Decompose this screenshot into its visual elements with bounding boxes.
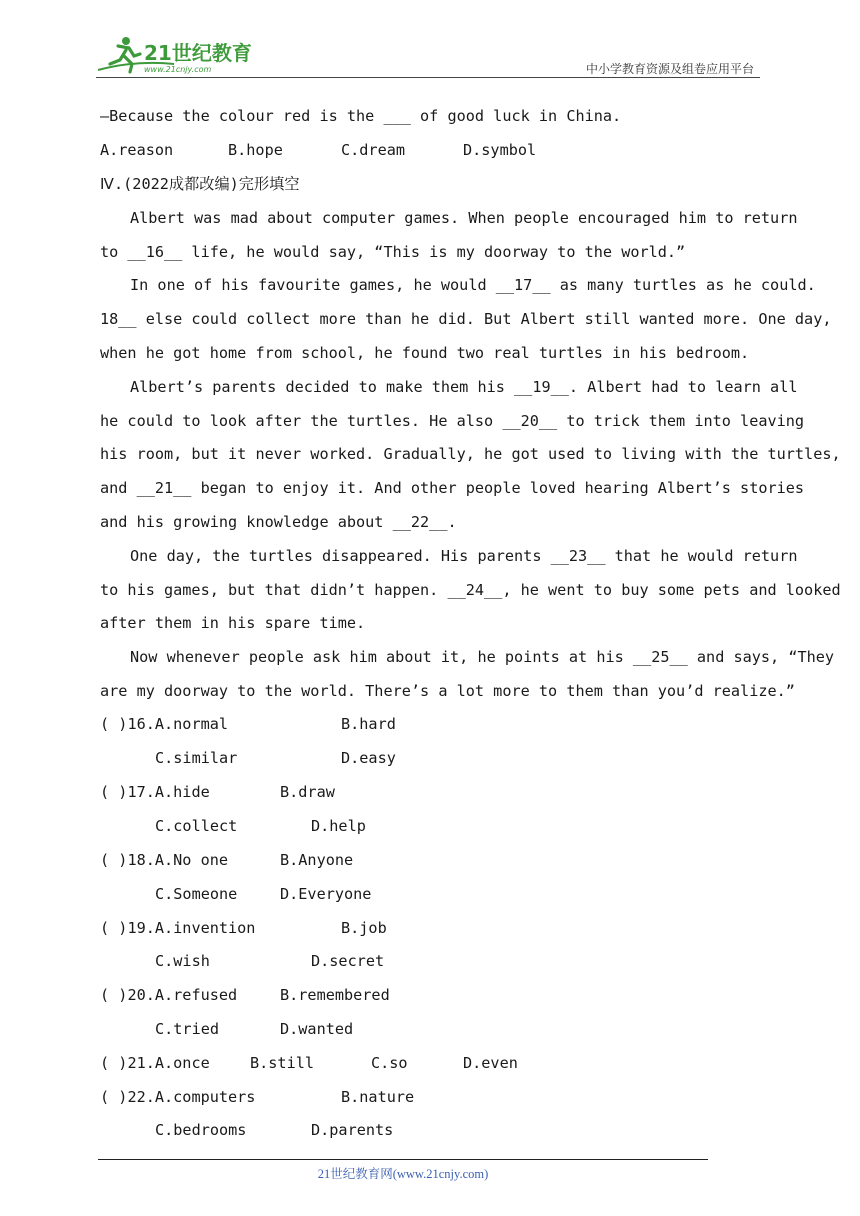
section-title: Ⅳ.(2022成都改编)完形填空 <box>100 175 300 193</box>
option-a: A.hide <box>154 783 210 801</box>
prev-option-c: C.dream <box>341 141 406 159</box>
question-18: ( )18.A.No one <box>100 851 229 869</box>
question-16: ( )16.A.normal <box>100 715 229 733</box>
option-d: D.Everyone <box>280 885 372 903</box>
question-20: ( )20.A.refused <box>100 986 238 1004</box>
passage-line: Albert was mad about computer games. When people encouraged him to return <box>130 209 798 227</box>
passage-line: to __16__ life, he would say, “This is my doorway to the world.” <box>100 243 686 261</box>
question-21: ( )21.A.once <box>100 1054 210 1072</box>
footer-divider <box>98 1159 708 1160</box>
passage-line: Albert’s parents decided to make them his __19__. Albert had to learn all <box>130 378 798 396</box>
option-b: B.Anyone <box>280 851 354 869</box>
question-17: ( )17.A.hide <box>100 783 210 801</box>
option-d: D.easy <box>341 749 396 767</box>
option-a: A.once <box>154 1054 210 1072</box>
passage-line: after them in his spare time. <box>100 614 366 632</box>
answer-bracket[interactable]: ( ) <box>100 919 128 937</box>
option-b: B.nature <box>341 1088 415 1106</box>
logo-url: www.21cnjy.com <box>144 65 212 74</box>
passage-line: One day, the turtles disappeared. His parents __23__ that he would return <box>130 547 798 565</box>
option-c: C.Someone <box>155 885 238 903</box>
answer-bracket[interactable]: ( ) <box>100 851 128 869</box>
option-a: A.computers <box>154 1088 256 1106</box>
option-a: A.refused <box>154 986 238 1004</box>
option-c: C.so <box>371 1054 408 1072</box>
passage-line: to his games, but that didn’t happen. __24__, he went to buy some pets and looked <box>100 581 841 599</box>
passage-line: In one of his favourite games, he would __17__ as many turtles as he could. <box>130 276 816 294</box>
option-a: A.No one <box>154 851 229 869</box>
answer-bracket[interactable]: ( ) <box>100 986 128 1004</box>
answer-bracket[interactable]: ( ) <box>100 1088 128 1106</box>
passage-line: are my doorway to the world. There’s a lot more to them than you’d realize.” <box>100 682 795 700</box>
option-b: B.remembered <box>280 986 390 1004</box>
logo-21cnjy <box>96 34 266 74</box>
passage-line: and __21__ began to enjoy it. And other people loved hearing Albert’s stories <box>100 479 805 497</box>
prev-option-d: D.symbol <box>463 141 537 159</box>
footer-credit: 21世纪教育网(www.21cnjy.com) <box>317 1167 489 1181</box>
option-c: C.bedrooms <box>155 1121 247 1139</box>
question-19: ( )19.A.invention <box>100 919 256 937</box>
option-d: D.parents <box>311 1121 394 1139</box>
prev-option-b: B.hope <box>228 141 283 159</box>
prev-option-a: A.reason <box>100 141 174 159</box>
prev-question-stem: —Because the colour red is the ___ of good luck in China. <box>100 107 622 125</box>
option-b: B.hard <box>341 715 396 733</box>
option-d: D.even <box>463 1054 518 1072</box>
passage-line: he could to look after the turtles. He also __20__ to trick them into leaving <box>100 412 805 430</box>
answer-bracket[interactable]: ( ) <box>100 715 128 733</box>
option-c: C.collect <box>155 817 238 835</box>
option-d: D.secret <box>311 952 385 970</box>
option-d: D.help <box>311 817 366 835</box>
option-b: B.draw <box>280 783 335 801</box>
passage-line: 18__ else could collect more than he did. But Albert still wanted more. One day, <box>100 310 832 328</box>
option-a: A.invention <box>154 919 256 937</box>
site-tagline: 中小学教育资源及组卷应用平台 <box>585 62 754 76</box>
option-c: C.wish <box>155 952 210 970</box>
option-d: D.wanted <box>280 1020 354 1038</box>
option-b: B.still <box>250 1054 315 1072</box>
option-c: C.similar <box>155 749 238 767</box>
logo-text: 21世纪教育 <box>144 41 252 65</box>
passage-line: when he got home from school, he found two real turtles in his bedroom. <box>100 344 750 362</box>
passage-line: his room, but it never worked. Gradually, he got used to living with the turtles, <box>100 445 841 463</box>
option-c: C.tried <box>155 1020 220 1038</box>
option-a: A.normal <box>154 715 229 733</box>
header-divider <box>96 77 760 78</box>
question-22: ( )22.A.computers <box>100 1088 256 1106</box>
answer-bracket[interactable]: ( ) <box>100 783 128 801</box>
passage-line: Now whenever people ask him about it, he points at his __25__ and says, “They <box>130 648 835 666</box>
page-header <box>96 30 760 78</box>
answer-bracket[interactable]: ( ) <box>100 1054 128 1072</box>
passage-line: and his growing knowledge about __22__. <box>100 513 457 531</box>
option-b: B.job <box>341 919 387 937</box>
